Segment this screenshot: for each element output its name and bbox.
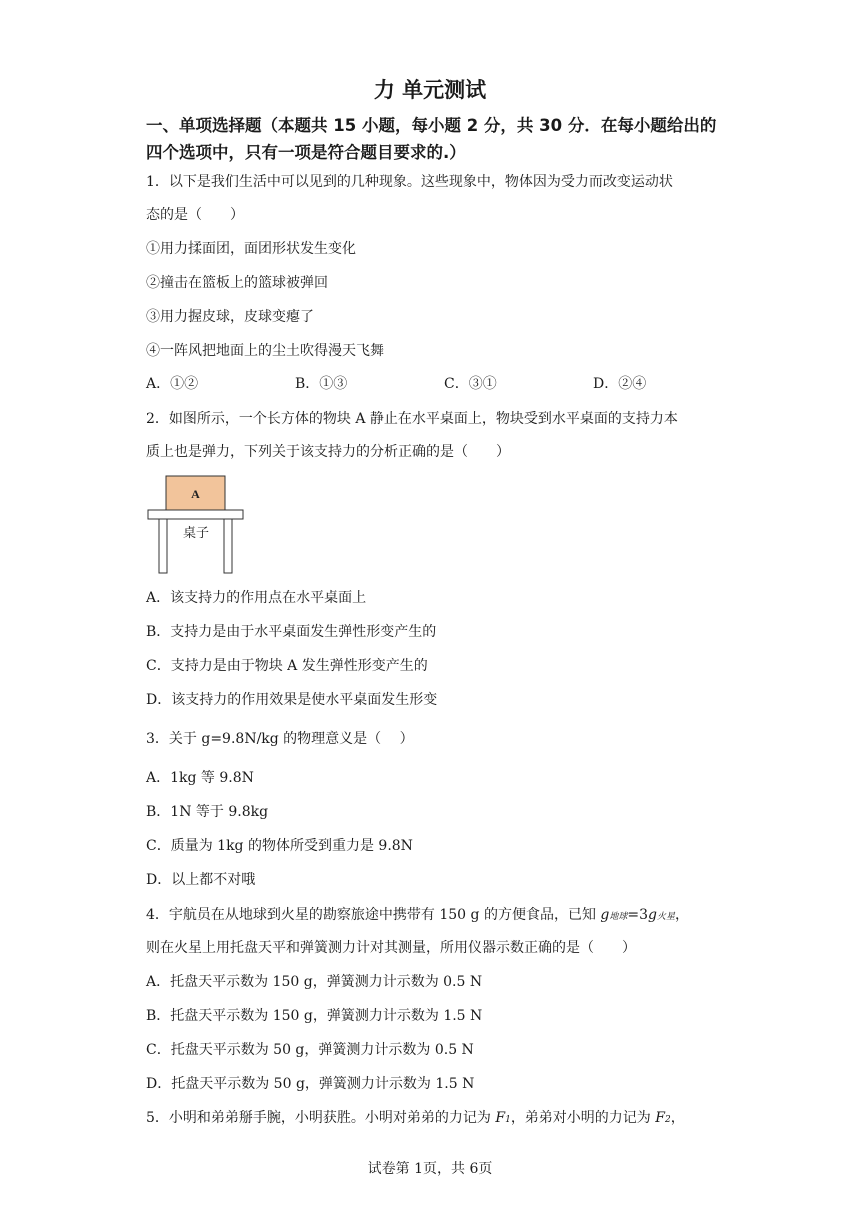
- q5-stem-text-2: ，弟弟对小明的力记为: [510, 1110, 656, 1126]
- q1-option-c: C．③①: [444, 376, 497, 392]
- table-top: [148, 510, 243, 519]
- q1-stem-line1: 1．以下是我们生活中可以见到的几种现象。这些现象中，物体因为受力而改变运动状: [146, 174, 673, 190]
- q3-option-b: B．1N 等于 9.8kg: [146, 804, 269, 820]
- q4-stem-line2: 则在火星上用托盘天平和弹簧测力计对其测量，所用仪器示数正确的是（ ）: [146, 940, 636, 956]
- f2-symbol: F: [655, 1110, 665, 1126]
- section-heading: 一、单项选择题（本题共 15 小题，每小题 2 分，共 30 分．在每小题给出的四个选项中，只有一项是符合题目要求的.）: [146, 116, 717, 162]
- g-symbol-2: g: [648, 907, 657, 923]
- q3-option-c: C．质量为 1kg 的物体所受到重力是 9.8N: [146, 838, 413, 854]
- q2-option-a: A．该支持力的作用点在水平桌面上: [146, 590, 367, 606]
- g-earth-subscript: 地球: [609, 912, 628, 922]
- q4-comma: ，: [675, 907, 689, 923]
- q1-item-4: ④一阵风把地面上的尘土吹得漫天飞舞: [146, 343, 384, 359]
- q4-option-b: B．托盘天平示数为 150 g，弹簧测力计示数为 1.5 N: [146, 1008, 483, 1024]
- f1-subscript: 1: [505, 1115, 511, 1125]
- g-symbol: g: [600, 907, 610, 923]
- q4-option-c: C．托盘天平示数为 50 g，弹簧测力计示数为 0.5 N: [146, 1042, 474, 1058]
- q1-option-d: D．②④: [593, 376, 647, 392]
- f2-subscript: 2: [664, 1115, 671, 1125]
- page-footer: 试卷第 1页，共 6页: [367, 1161, 493, 1177]
- q5-stem-line1: [146, 1108, 685, 1130]
- table-right-leg: [224, 519, 232, 573]
- q3-option-a: A．1kg 等 9.8N: [146, 770, 254, 786]
- q1-option-a: A．①②: [146, 376, 199, 392]
- q2-stem-line2: 质上也是弹力，下列关于该支持力的分析正确的是（ ）: [146, 444, 510, 460]
- q2-stem-line1: 2．如图所示，一个长方体的物块 A 静止在水平桌面上，物块受到水平桌面的支持力本: [146, 411, 678, 427]
- q4-option-d: D．托盘天平示数为 50 g，弹簧测力计示数为 1.5 N: [146, 1076, 475, 1092]
- q5-stem-text-3: ，: [670, 1110, 685, 1126]
- q4-stem-text: 4．宇航员在从地球到火星的勘察旅途中携带有 150 g 的方便食品，已知: [146, 907, 601, 923]
- q4-equals: =3: [627, 907, 649, 923]
- block-on-table-figure: [146, 475, 246, 575]
- q1-stem-line2: 态的是（ ）: [146, 207, 244, 223]
- g-mars-subscript: 火星: [656, 912, 675, 922]
- q1-option-b: B．①③: [295, 376, 348, 392]
- page-title: 力 单元测试: [373, 78, 487, 102]
- q4-stem-line1: [146, 905, 689, 927]
- table-left-leg: [159, 519, 167, 573]
- q4-option-a: A．托盘天平示数为 150 g，弹簧测力计示数为 0.5 N: [146, 974, 483, 990]
- q2-option-b: B．支持力是由于水平桌面发生弹性形变产生的: [146, 624, 437, 640]
- block-a-label: A: [191, 487, 200, 501]
- q1-item-2: ②撞击在篮板上的篮球被弹回: [146, 275, 328, 291]
- table-label: 桌子: [182, 526, 210, 541]
- q1-item-3: ③用力握皮球，皮球变瘪了: [146, 309, 314, 325]
- q3-option-d: D．以上都不对哦: [146, 872, 256, 888]
- q5-stem-text: 5．小明和弟弟掰手腕，小明获胜。小明对弟弟的力记为: [146, 1110, 496, 1126]
- q1-item-1: ①用力揉面团，面团形状发生变化: [146, 241, 356, 257]
- q2-option-c: C．支持力是由于物块 A 发生弹性形变产生的: [146, 658, 428, 674]
- q3-stem: 3．关于 g=9.8N/kg 的物理意义是（ ）: [146, 731, 414, 747]
- q2-option-d: D．该支持力的作用效果是使水平桌面发生形变: [146, 692, 438, 708]
- f1-symbol: F: [495, 1110, 506, 1126]
